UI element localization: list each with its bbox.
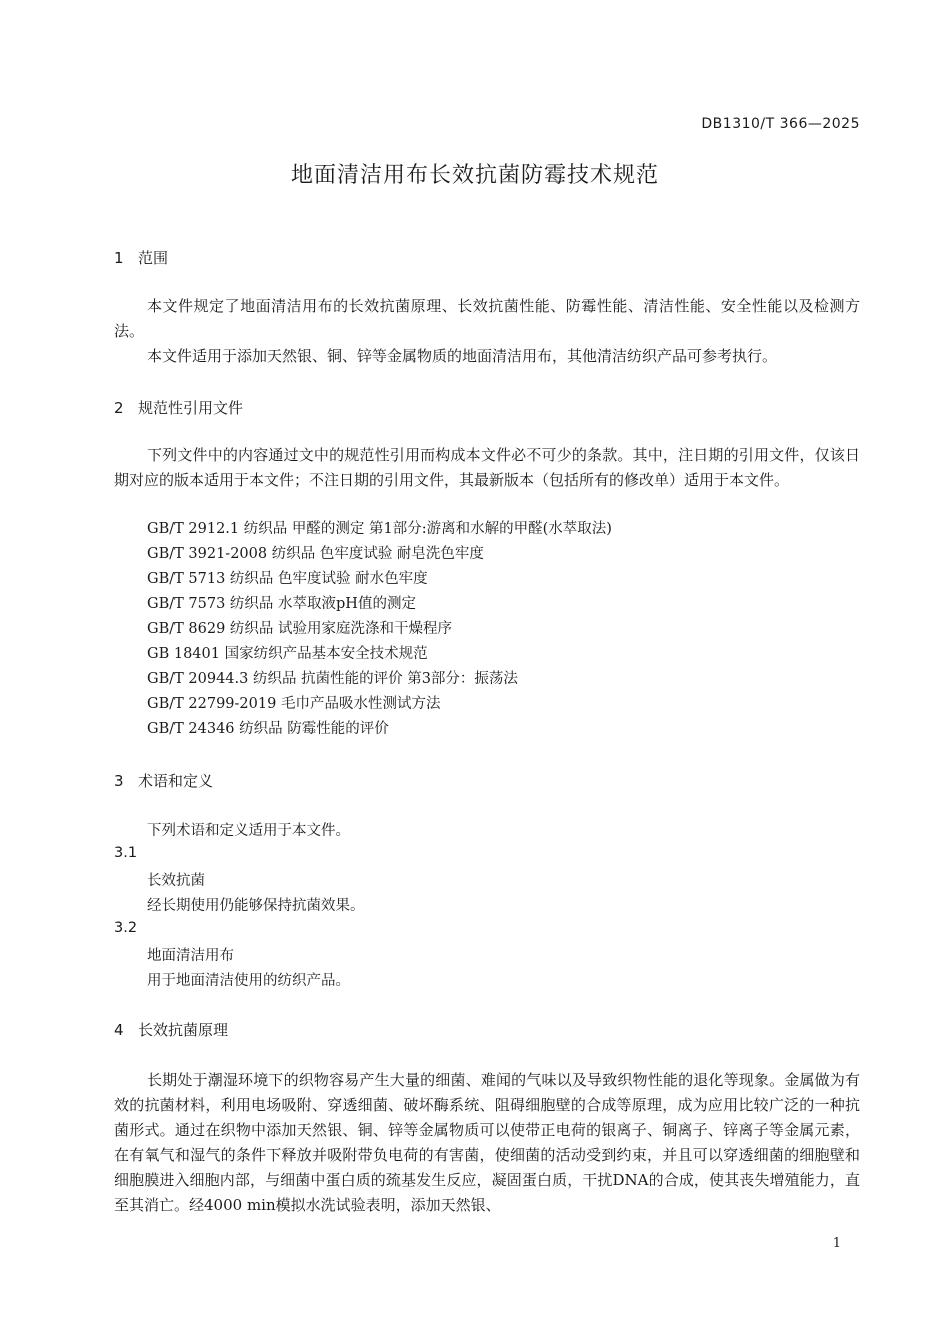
section-title: 长效抗菌原理: [138, 1021, 229, 1039]
document-number: DB1310/T 366—2025: [701, 116, 860, 132]
principle-paragraph: 长期处于潮湿环境下的织物容易产生大量的细菌、难闻的气味以及导致织物性能的退化等现象。金属做为有效的抗菌材料，利用电场吸附、穿透细菌、破坏酶系统、阻碍细胞壁的合成等原理，成为应用比较广泛的一种抗菌形式。通过在织物中添加天然银、铜、锌等金属物质可以使带正电荷的银离子、铜离子、锌离子等金属元素，在有氧气和湿气的条件下释放并吸附带负电荷的有害菌，使细菌的活动受到约束，并且可以穿透细菌的细胞壁和细胞膜进入细胞内部，与细菌中蛋白质的巯基发生反应，凝固蛋白质，干扰DNA的合成，使其丧失增殖能力，直至其消亡。经4000 min模拟水洗试验表明，添加天然银、: [114, 1071, 860, 1214]
reference-item: GB/T 24346 纺织品 防霉性能的评价: [147, 721, 389, 737]
references-intro: 下列文件中的内容通过文中的规范性引用而构成本文件必不可少的条款。其中，注日期的引用文件，仅该日期对应的版本适用于本文件；不注日期的引用文件，其最新版本（包括所有的修改单）适用于本文件。: [114, 446, 860, 489]
reference-list: [147, 517, 612, 742]
scope-paragraph-2: 本文件适用于添加天然银、铜、锌等金属物质的地面清洁用布，其他清洁纺织产品可参考执行。: [147, 347, 778, 365]
reference-item: GB/T 2912.1 纺织品 甲醛的测定 第1部分:游离和水解的甲醛(水萃取法): [147, 521, 612, 537]
reference-item: GB/T 8629 纺织品 试验用家庭洗涤和干燥程序: [147, 621, 453, 637]
section-number: 4: [114, 1021, 124, 1039]
section-title: 规范性引用文件: [138, 399, 244, 417]
page-number: 1: [832, 1236, 841, 1251]
terms-intro: 下列术语和定义适用于本文件。: [147, 823, 350, 839]
reference-item: GB/T 20944.3 纺织品 抗菌性能的评价 第3部分：振荡法: [147, 671, 518, 687]
section-number: 2: [114, 399, 124, 417]
term-number: 3.1: [114, 845, 138, 861]
term-definition: 经长期使用仍能够保持抗菌效果。: [147, 898, 365, 914]
term-definition: 用于地面清洁使用的纺织产品。: [147, 973, 350, 989]
scope-paragraph-1: 本文件规定了地面清洁用布的长效抗菌原理、长效抗菌性能、防霉性能、清洁性能、安全性能以及检测方法。: [114, 297, 860, 340]
term-number: 3.2: [114, 920, 138, 936]
reference-item: GB 18401 国家纺织产品基本安全技术规范: [147, 646, 428, 662]
reference-item: GB/T 5713 纺织品 色牢度试验 耐水色牢度: [147, 571, 428, 587]
document-title: 地面清洁用布长效抗菌防霉技术规范: [290, 163, 659, 188]
section-number: 1: [114, 249, 124, 267]
section-1-heading: [114, 247, 168, 268]
reference-item: GB/T 7573 纺织品 水萃取液pH值的测定: [147, 596, 416, 612]
section-4-heading: [114, 1019, 228, 1040]
section-3-heading: [114, 770, 213, 791]
reference-item: GB/T 22799-2019 毛巾产品吸水性测试方法: [147, 696, 441, 712]
section-title: 范围: [138, 249, 169, 267]
term-name: 长效抗菌: [147, 873, 205, 889]
section-number: 3: [114, 772, 124, 790]
section-title: 术语和定义: [138, 772, 214, 790]
section-2-heading: [114, 397, 243, 418]
reference-item: GB/T 3921-2008 纺织品 色牢度试验 耐皂洗色牢度: [147, 546, 484, 562]
term-name: 地面清洁用布: [147, 948, 234, 964]
